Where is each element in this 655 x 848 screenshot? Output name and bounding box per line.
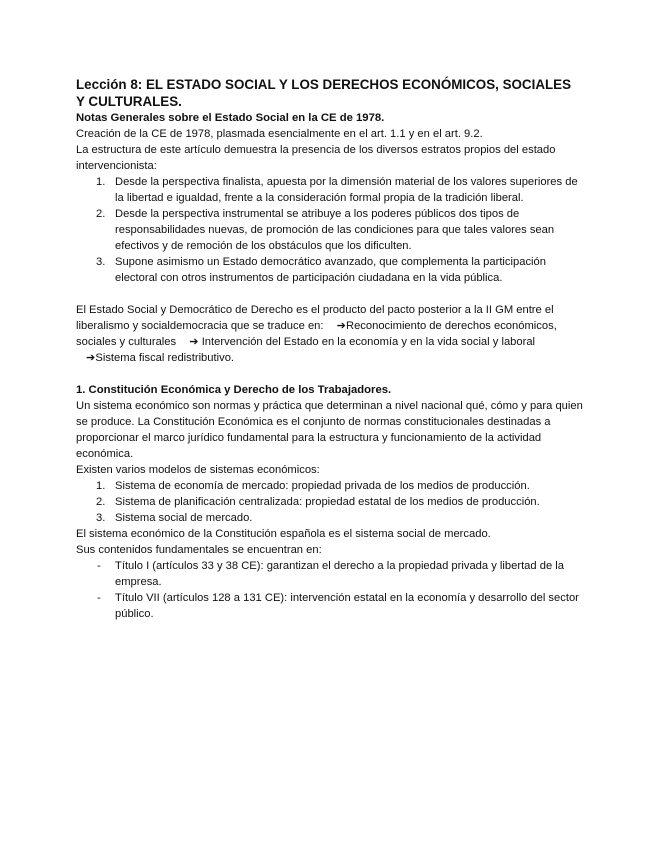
list-item	[76, 558, 583, 590]
list-marker: 3.	[96, 512, 106, 524]
arrow-rights: ➔Reconocimiento de derechos económicos, sociales y culturales	[76, 320, 557, 348]
dash-marker: -	[97, 592, 101, 604]
list-item-text: Supone asimismo un Estado democrático avanzado, que complementa la participación electoral con otros instrumentos de participación ciudadana en la vida pública.	[115, 256, 546, 284]
section-1-paragraph-1: Un sistema económico son normas y práctica que determinan a nivel nacional qué, cómo y para quien se produce. La Constitución Económica es el conjunto de normas constitucionales destinadas a proporcionar el marco jurídico fundamental para la estructura y funcionamiento de la actividad económica.	[76, 400, 583, 460]
pact-text: El Estado Social y Democrático de Derecho es el producto del pacto posterior a la II GM entre el liberalismo y socialdemocracia que se traduce en:	[76, 304, 554, 332]
list-item-text: Desde la perspectiva finalista, apuesta por la dimensión material de los valores superiores de la libertad e igualdad, frente a la consideración formal propia de la tradición liberal.	[115, 176, 578, 204]
list-marker: 2.	[96, 208, 106, 220]
spacer	[76, 366, 583, 382]
list-item	[76, 478, 583, 494]
list-item	[76, 590, 583, 622]
notes-paragraph-3	[76, 302, 583, 366]
arrow-fiscal: ➔Sistema fiscal redistributivo.	[86, 352, 235, 364]
list-item-text: Título I (artículos 33 y 38 CE): garantizan el derecho a la propiedad privada y libertad de la empresa.	[115, 560, 564, 588]
list-item	[76, 174, 583, 206]
notes-paragraph-1: Creación de la CE de 1978, plasmada esencialmente en el art. 1.1 y en el art. 9.2.	[76, 128, 483, 140]
list-item	[76, 254, 583, 286]
list-item-text: Sistema de planificación centralizada: propiedad estatal de los medios de producción.	[115, 496, 540, 508]
titles-dash-list	[76, 558, 583, 622]
notes-heading: Notas Generales sobre el Estado Social en la CE de 1978.	[76, 112, 385, 124]
list-marker: 1.	[96, 480, 106, 492]
list-item	[76, 510, 583, 526]
lesson-title: Lección 8: EL ESTADO SOCIAL Y LOS DERECHOS ECONÓMICOS, SOCIALES Y CULTURALES.	[76, 77, 572, 109]
section-1-paragraph-4: Sus contenidos fundamentales se encuentran en:	[76, 544, 322, 556]
notes-paragraph-2: La estructura de este artículo demuestra la presencia de los diversos estratos propios del estado intervencionista:	[76, 144, 556, 172]
section-1-paragraph-2: Existen varios modelos de sistemas económicos:	[76, 464, 320, 476]
dash-marker: -	[97, 560, 101, 572]
section-1-paragraph-3: El sistema económico de la Constitución española es el sistema social de mercado.	[76, 528, 491, 540]
spacer	[76, 286, 583, 302]
list-marker: 1.	[96, 176, 106, 188]
notes-numbered-list	[76, 174, 583, 286]
list-item-text: Desde la perspectiva instrumental se atribuye a los poderes públicos dos tipos de responsabilidades nuevas, de promoción de las condiciones para que tales valores sean efectivos y de remoción de los obstáculos que los dificulten.	[115, 208, 555, 252]
list-marker: 2.	[96, 496, 106, 508]
list-item-text: Título VII (artículos 128 a 131 CE): intervención estatal en la economía y desarrollo del sector público.	[115, 592, 579, 620]
list-item-text: Sistema social de mercado.	[115, 512, 253, 524]
list-item	[76, 206, 583, 254]
arrow-intervention: ➔ Intervención del Estado en la economía y en la vida social y laboral	[189, 336, 536, 348]
list-item-text: Sistema de economía de mercado: propiedad privada de los medios de producción.	[115, 480, 530, 492]
systems-numbered-list	[76, 478, 583, 526]
list-item	[76, 494, 583, 510]
list-marker: 3.	[96, 256, 106, 268]
section-1-heading: 1. Constitución Económica y Derecho de los Trabajadores.	[76, 384, 392, 396]
